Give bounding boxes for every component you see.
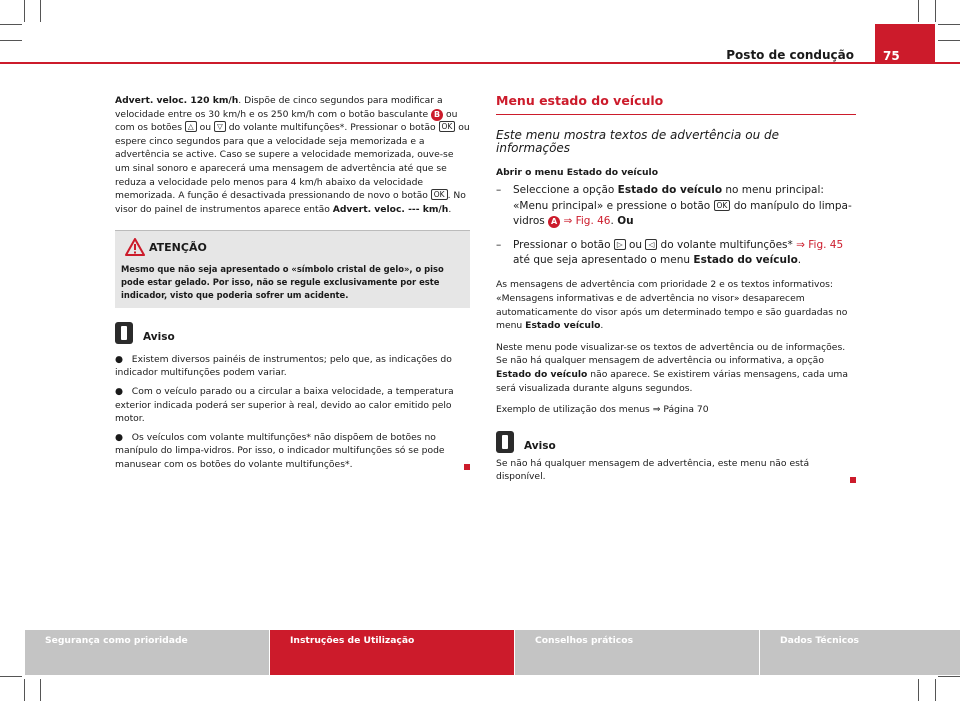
crop-mark bbox=[0, 676, 22, 677]
button-key-glyph: ▷ bbox=[614, 239, 626, 250]
text-run: ou com os botões bbox=[115, 108, 458, 134]
bold-text: Ou bbox=[617, 215, 634, 228]
text-run: ou espere cinco segundos para que a velocidade seja memorizada e a advertência se active. Caso se supere a velocidade memorizada, ouve-se um sinal sonoro e aparecerá uma mensagem de advertência até que se reduza a velocidade pelo menos para 4 km/h abaixo da velocidade memorizada. A função é desactivada pressionando de novo o botão bbox=[115, 122, 470, 202]
note-title: Aviso bbox=[524, 439, 556, 452]
button-key-glyph: OK bbox=[439, 121, 456, 132]
crop-mark bbox=[0, 40, 22, 41]
crop-mark bbox=[935, 679, 936, 701]
bold-text: Advert. veloc. 120 km/h bbox=[115, 95, 239, 106]
text-run: do manípulo do limpa-vidros bbox=[513, 199, 852, 228]
text-run: ou bbox=[196, 122, 214, 134]
bold-text: Advert. veloc. --- km/h bbox=[332, 203, 449, 215]
crop-mark bbox=[918, 679, 919, 701]
text-run: As mensagens de advertência com prioridade 2 e os textos informativos: «Mensagens informativas e de advertência no visor» desaparecem automaticamente do visor após um determinado tempo e são guardadas no menu bbox=[496, 279, 848, 332]
header-rule bbox=[0, 62, 960, 64]
text-run: Seleccione a opção bbox=[513, 184, 618, 197]
text-run: . bbox=[610, 215, 618, 228]
section-title: Menu estado do veículo bbox=[496, 94, 856, 115]
button-key-glyph: ◁ bbox=[645, 239, 657, 250]
note-header bbox=[496, 431, 856, 457]
callout-letter: A bbox=[548, 216, 560, 228]
intro-paragraph bbox=[115, 94, 470, 216]
page-number: 75 bbox=[883, 49, 900, 63]
running-header-title: Posto de condução bbox=[726, 48, 854, 62]
crop-mark bbox=[0, 24, 22, 25]
warning-header bbox=[115, 231, 470, 263]
text-run: . bbox=[797, 254, 802, 266]
button-key-glyph: OK bbox=[714, 200, 731, 211]
crop-mark bbox=[918, 0, 919, 22]
figure-reference: ⇒ Fig. 46 bbox=[560, 215, 611, 228]
footer-tab-instrucoes[interactable] bbox=[270, 630, 514, 675]
right-column bbox=[496, 94, 856, 488]
note-bullet-text: Com o veículo parado ou a circular a baixa velocidade, a temperatura exterior indicada poderá ser superior à real, devido ao calor emitido pelo motor. bbox=[115, 385, 454, 425]
left-column bbox=[115, 94, 470, 475]
bold-text: Estado do veículo bbox=[617, 184, 723, 197]
button-key-glyph: △ bbox=[185, 121, 197, 132]
note-bullet: ● Existem diversos painéis de instrumentos; pelo que, as indicações do indicador multifunções podem variar. bbox=[115, 353, 452, 379]
crop-mark bbox=[40, 679, 41, 701]
note-bullet: ● Com o veículo parado ou a circular a baixa velocidade, a temperatura exterior indicada poderá ser superior à real, devido ao calor emitido pelo motor. bbox=[115, 385, 454, 425]
text-run: do volante multifunções*. Pressionar o botão bbox=[225, 122, 439, 134]
end-square-icon bbox=[850, 477, 856, 483]
note-title: Aviso bbox=[143, 330, 175, 343]
text-run: . bbox=[600, 320, 604, 332]
button-key-glyph: ▽ bbox=[214, 121, 226, 132]
step-item bbox=[496, 183, 856, 229]
cross-reference: Exemplo de utilização dos menus ⇒ Página 70 bbox=[496, 404, 709, 416]
text-run: no menu principal: «Menu principal» e pressione o botão bbox=[513, 184, 824, 212]
note-bullet-text: Os veículos com volante multifunções* não dispõem de botões no manípulo do limpa-vidros. Por isso, o indicador multifunções só se pode manusear com os botões do volante multifunções*. bbox=[115, 431, 445, 470]
sub-heading: Abrir o menu Estado do veículo bbox=[496, 166, 659, 178]
note-bullet-text: Existem diversos painéis de instrumentos; pelo que, as indicações do indicador multifunções podem variar. bbox=[115, 353, 452, 379]
bold-text: Estado veículo bbox=[525, 320, 601, 332]
end-square-icon bbox=[464, 464, 470, 470]
text-run: Neste menu pode visualizar-se os textos de advertência ou de informações. Se não há qualquer mensagem de advertência ou informativa, a opção bbox=[496, 341, 846, 367]
note-bullet: ● Os veículos com volante multifunções* não dispõem de botões no manípulo do limpa-vidros. Por isso, o indicador multifunções só se pode manusear com os botões do volante multifunções*. bbox=[115, 431, 445, 470]
crop-mark bbox=[24, 679, 25, 701]
crop-mark bbox=[938, 24, 960, 25]
text-run: . No visor do painel de instrumentos aparece então bbox=[115, 190, 466, 215]
text-run: . bbox=[448, 203, 452, 215]
bold-text: Estado do veículo bbox=[693, 254, 798, 266]
page-number-box bbox=[875, 24, 935, 64]
info-note-icon bbox=[115, 322, 133, 344]
footer-tab-seguranca[interactable] bbox=[25, 630, 269, 675]
crop-mark bbox=[938, 676, 960, 677]
warning-box bbox=[115, 230, 470, 307]
section-end-marker bbox=[496, 474, 856, 488]
footer-nav bbox=[25, 630, 960, 675]
crop-mark bbox=[40, 0, 41, 22]
figure-reference: ⇒ Fig. 45 bbox=[796, 238, 844, 251]
crop-mark bbox=[935, 0, 936, 22]
footer-tab-label: Instruções de Utilização bbox=[290, 635, 415, 646]
callout-letter: B bbox=[431, 109, 443, 121]
text-run: Pressionar o botão bbox=[513, 238, 614, 251]
text-run: não aparece. Se existirem várias mensagens, cada uma será visualizada durante alguns segundos. bbox=[496, 368, 849, 394]
footer-tab-label: Segurança como prioridade bbox=[45, 635, 188, 646]
text-run: até que seja apresentado o menu bbox=[513, 254, 694, 266]
button-key-glyph: OK bbox=[431, 189, 448, 200]
warning-text: Mesmo que não seja apresentado o «símbolo cristal de gelo», o piso pode estar gelado. Por isso, não se regule exclusivamente por este indicador, visto que poderia sofrer um acidente. bbox=[115, 263, 470, 307]
footer-tab-label: Conselhos práticos bbox=[535, 635, 634, 646]
text-run: do volante multifunções* bbox=[657, 238, 797, 251]
footer-tab-dados[interactable] bbox=[760, 630, 960, 675]
text-run: ou bbox=[625, 238, 646, 251]
note-header bbox=[115, 322, 470, 348]
footer-tab-conselhos[interactable] bbox=[515, 630, 759, 675]
section-subtitle: Este menu mostra textos de advertência ou de informações bbox=[496, 127, 779, 156]
crop-mark bbox=[938, 40, 960, 41]
warning-title: ATENÇÃO bbox=[149, 241, 207, 255]
info-note-icon bbox=[496, 431, 514, 453]
paragraph bbox=[496, 278, 856, 332]
footer-tab-label: Dados Técnicos bbox=[780, 635, 860, 646]
bold-text: Estado do veículo bbox=[496, 368, 588, 380]
step-item bbox=[496, 238, 856, 269]
note-text: Se não há qualquer mensagem de advertência, este menu não está disponível. bbox=[496, 457, 810, 483]
text-run: . Dispõe de cinco segundos para modificar a velocidade entre os 30 km/h e os 250 km/h com o botão basculante bbox=[115, 95, 443, 120]
crop-mark bbox=[24, 0, 25, 22]
paragraph bbox=[496, 341, 856, 395]
warning-triangle-icon bbox=[125, 238, 145, 256]
